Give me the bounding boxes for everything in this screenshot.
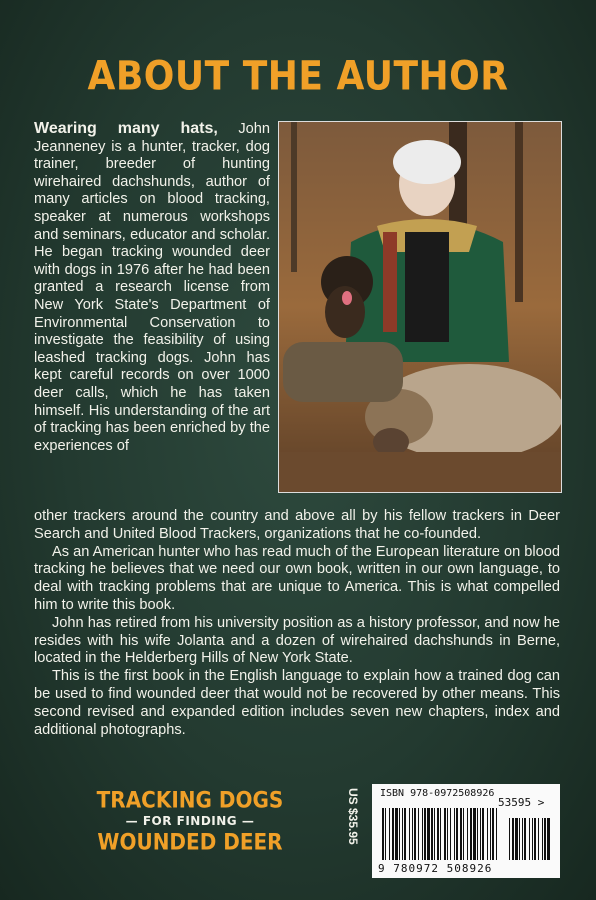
book-title-line-2: — FOR FINDING — [125, 814, 255, 828]
bio-full-width-text [34, 508, 560, 739]
author-photo-illustration [279, 122, 561, 492]
section-heading: ABOUT THE AUTHOR [87, 53, 509, 100]
book-title-line-3: WOUNDED DEER [97, 828, 283, 856]
bio-column-text [34, 120, 270, 455]
bio-paragraph-2: As an American hunter who has read much of the European literature on blood tracking he believes that we need our own book, written in our own language, to deal with tracking problems that are unique to America. This is what compelled him to write this book. [34, 543, 560, 613]
ean-number: 9 780972 508926 [378, 862, 493, 875]
bio-lead: Wearing many hats, [34, 120, 218, 137]
book-title-line-1: TRACKING DOGS [96, 786, 284, 814]
barcode-box [372, 784, 560, 878]
book-title-logo [90, 788, 290, 854]
bio-text: John Jeanneney is a hunter, tracker, dog trainer, breeder of hunting wirehaired dachshunds, author of many articles on blood tracking, speaker at numerous workshops and seminars, educator and scholar. He began tracking wounded deer with dogs in 1976 after he had been granted a research license from New York State's Department of Environmental Conservation to investigate the feasibility of using leashed tracking dogs. John has kept careful records on over 1000 deer calls, which he has taken himself. His understanding of the art of tracking has been enriched by the experiences of [34, 121, 271, 454]
price-label: US $35.95 [346, 788, 360, 845]
price-addon-code: 53595 > [498, 796, 545, 809]
barcode-bars [382, 808, 552, 860]
isbn-text: ISBN 978-0972508926 [380, 788, 495, 799]
bio-paragraph-1-cont: other trackers around the country and above all by his fellow trackers in Deer Search and United Blood Trackers, organizations that he co-founded. [34, 508, 560, 542]
bio-paragraph-4: This is the first book in the English language to explain how a trained dog can be used to find wounded deer that would not be recovered by other means. This second revised and expanded edition includes seven new chapters, index and additional photographs. [34, 668, 560, 738]
bio-paragraph-3: John has retired from his university position as a history professor, and now he resides with his wife Jolanta and a dozen of wirehaired dachshunds in Berne, located in the Helderberg Hills of New York State. [34, 614, 560, 667]
author-photo [278, 121, 562, 493]
